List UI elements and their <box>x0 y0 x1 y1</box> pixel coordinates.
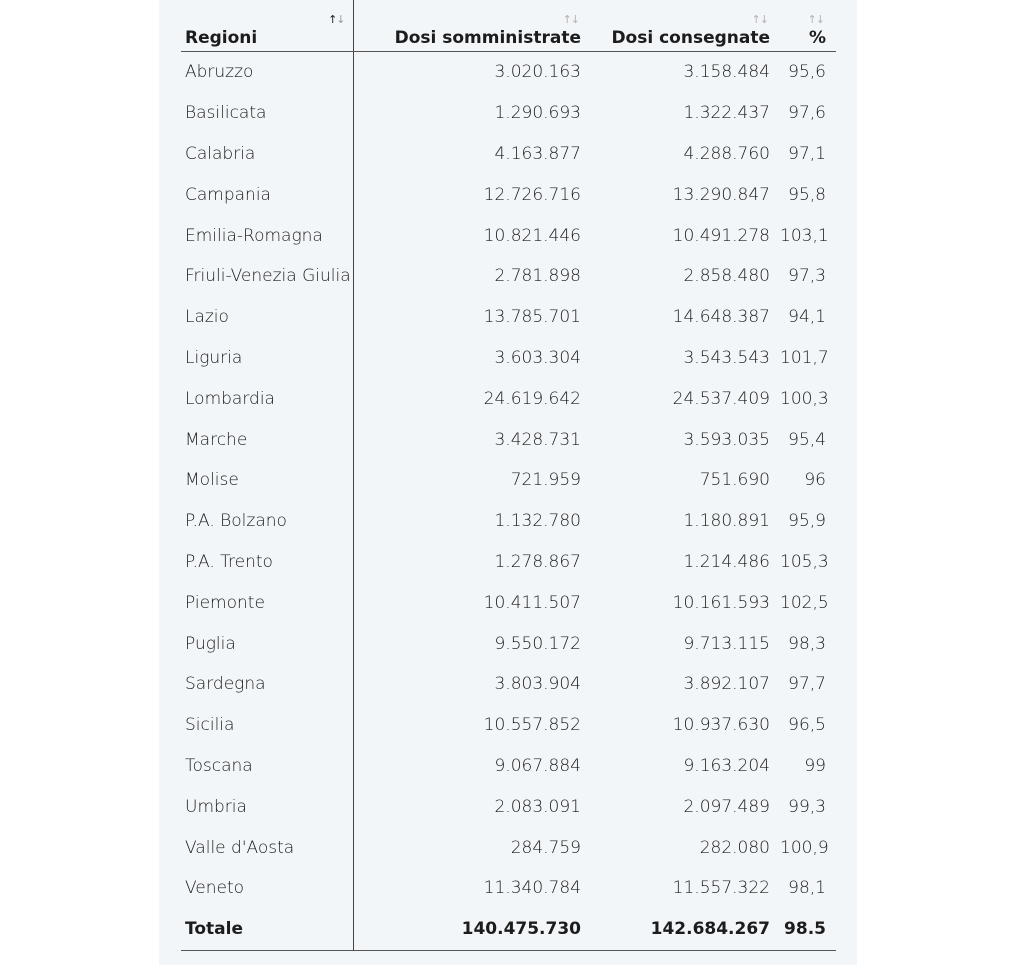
cell-delivered: 282.080 <box>699 837 770 858</box>
table-row <box>181 501 836 542</box>
cell-region: Basilicata <box>181 93 353 134</box>
cell-percent: 99,3 <box>788 796 826 817</box>
cell-administered: 3.020.163 <box>494 62 581 83</box>
cell-delivered: 2.858.480 <box>683 266 770 287</box>
column-header-label: Dosi consegnate <box>611 28 770 48</box>
cell-region: Liguria <box>181 338 353 379</box>
total-region: Totale <box>181 909 353 950</box>
cell-delivered: 9.163.204 <box>683 755 770 776</box>
cell-administered: 2.781.898 <box>494 266 581 287</box>
cell-region: Puglia <box>181 623 353 664</box>
cell-percent: 95,4 <box>788 429 826 450</box>
cell-delivered: 3.543.543 <box>683 347 770 368</box>
column-header-label: Dosi somministrate <box>394 28 581 48</box>
vaccine-doses-table <box>181 0 836 951</box>
cell-delivered: 1.180.891 <box>683 511 770 532</box>
cell-delivered: 1.214.486 <box>683 551 770 572</box>
cell-administered: 10.557.852 <box>483 715 581 736</box>
cell-region: Umbria <box>181 786 353 827</box>
table-row <box>181 786 836 827</box>
table-row <box>181 623 836 664</box>
cell-administered: 4.163.877 <box>494 143 581 164</box>
sort-arrows-icon[interactable]: ↑↓ <box>751 13 768 26</box>
column-header-administered[interactable] <box>353 0 591 52</box>
cell-delivered: 13.290.847 <box>672 184 770 205</box>
cell-administered: 9.550.172 <box>494 633 581 654</box>
table-row <box>181 134 836 175</box>
cell-region: Molise <box>181 460 353 501</box>
table-row <box>181 705 836 746</box>
cell-administered: 3.803.904 <box>494 674 581 695</box>
cell-delivered: 10.161.593 <box>672 592 770 613</box>
cell-delivered: 10.491.278 <box>672 225 770 246</box>
cell-percent: 105,3 <box>780 551 829 572</box>
sort-arrows-icon[interactable]: ↑↓ <box>807 13 824 26</box>
cell-region: Lombardia <box>181 378 353 419</box>
column-header-label: % <box>808 28 826 48</box>
table-row <box>181 542 836 583</box>
cell-delivered: 24.537.409 <box>672 388 770 409</box>
table-row <box>181 93 836 134</box>
column-header-region[interactable] <box>181 0 353 52</box>
cell-percent: 95,6 <box>788 62 826 83</box>
cell-delivered: 1.322.437 <box>683 103 770 124</box>
cell-administered: 1.290.693 <box>494 103 581 124</box>
cell-administered: 3.603.304 <box>494 347 581 368</box>
cell-percent: 97,3 <box>788 266 826 287</box>
cell-region: Sicilia <box>181 705 353 746</box>
cell-percent: 95,9 <box>788 511 826 532</box>
cell-percent: 98,1 <box>788 878 826 899</box>
cell-percent: 103,1 <box>780 225 829 246</box>
cell-region: P.A. Bolzano <box>181 501 353 542</box>
cell-region: Valle d'Aosta <box>181 827 353 868</box>
cell-percent: 94,1 <box>788 307 826 328</box>
cell-percent: 95,8 <box>788 184 826 205</box>
cell-region: Friuli-Venezia Giulia <box>181 256 353 297</box>
column-header-label: Regioni <box>185 28 258 48</box>
cell-administered: 1.278.867 <box>494 551 581 572</box>
cell-delivered: 751.690 <box>699 470 770 491</box>
cell-percent: 100,9 <box>780 837 829 858</box>
cell-region: Veneto <box>181 868 353 909</box>
cell-administered: 12.726.716 <box>483 184 581 205</box>
cell-administered: 3.428.731 <box>494 429 581 450</box>
table-row <box>181 338 836 379</box>
cell-percent: 97,7 <box>788 674 826 695</box>
cell-administered: 11.340.784 <box>483 878 581 899</box>
cell-percent: 100,3 <box>780 388 829 409</box>
total-delivered: 142.684.267 <box>591 909 780 950</box>
cell-delivered: 14.648.387 <box>672 307 770 328</box>
cell-percent: 96,5 <box>788 715 826 736</box>
cell-delivered: 10.937.630 <box>672 715 770 736</box>
cell-percent: 97,1 <box>788 143 826 164</box>
cell-delivered: 3.892.107 <box>683 674 770 695</box>
cell-region: Toscana <box>181 746 353 787</box>
cell-delivered: 3.158.484 <box>683 62 770 83</box>
cell-administered: 284.759 <box>510 837 581 858</box>
table-row <box>181 256 836 297</box>
cell-administered: 1.132.780 <box>494 511 581 532</box>
header-row <box>181 0 836 52</box>
cell-administered: 10.821.446 <box>483 225 581 246</box>
cell-delivered: 3.593.035 <box>683 429 770 450</box>
table-panel <box>159 0 857 965</box>
column-header-percent[interactable] <box>780 0 836 52</box>
cell-region: Piemonte <box>181 582 353 623</box>
cell-region: P.A. Trento <box>181 542 353 583</box>
cell-administered: 9.067.884 <box>494 755 581 776</box>
total-row <box>181 909 836 950</box>
table-row <box>181 378 836 419</box>
total-administered: 140.475.730 <box>353 909 591 950</box>
cell-percent: 98,3 <box>788 633 826 654</box>
cell-administered: 2.083.091 <box>494 796 581 817</box>
cell-administered: 10.411.507 <box>483 592 581 613</box>
cell-region: Sardegna <box>181 664 353 705</box>
cell-administered: 24.619.642 <box>483 388 581 409</box>
table-row <box>181 297 836 338</box>
table-row <box>181 664 836 705</box>
table-body <box>181 52 836 951</box>
cell-delivered: 2.097.489 <box>683 796 770 817</box>
cell-administered: 13.785.701 <box>483 307 581 328</box>
cell-region: Marche <box>181 419 353 460</box>
table-row <box>181 582 836 623</box>
table-row <box>181 215 836 256</box>
cell-region: Emilia-Romagna <box>181 215 353 256</box>
cell-region: Lazio <box>181 297 353 338</box>
table-row <box>181 868 836 909</box>
table-row <box>181 460 836 501</box>
table-row <box>181 827 836 868</box>
cell-delivered: 4.288.760 <box>683 143 770 164</box>
table-row <box>181 419 836 460</box>
cell-percent: 101,7 <box>780 347 829 368</box>
cell-delivered: 11.557.322 <box>672 878 770 899</box>
cell-percent: 102,5 <box>780 592 829 613</box>
cell-region: Campania <box>181 174 353 215</box>
table-row <box>181 52 836 93</box>
table-row <box>181 746 836 787</box>
cell-percent: 96 <box>804 470 826 491</box>
sort-arrows-icon[interactable]: ↑↓ <box>562 13 579 26</box>
cell-region: Abruzzo <box>181 52 353 93</box>
cell-percent: 99 <box>804 755 826 776</box>
cell-percent: 97,6 <box>788 103 826 124</box>
table-header <box>181 0 836 52</box>
cell-delivered: 9.713.115 <box>683 633 770 654</box>
table-row <box>181 174 836 215</box>
cell-administered: 721.959 <box>510 470 581 491</box>
column-header-delivered[interactable] <box>591 0 780 52</box>
total-percent: 98.5 <box>780 909 836 950</box>
cell-region: Calabria <box>181 134 353 175</box>
sort-arrows-icon[interactable]: ↑↓ <box>328 13 345 26</box>
